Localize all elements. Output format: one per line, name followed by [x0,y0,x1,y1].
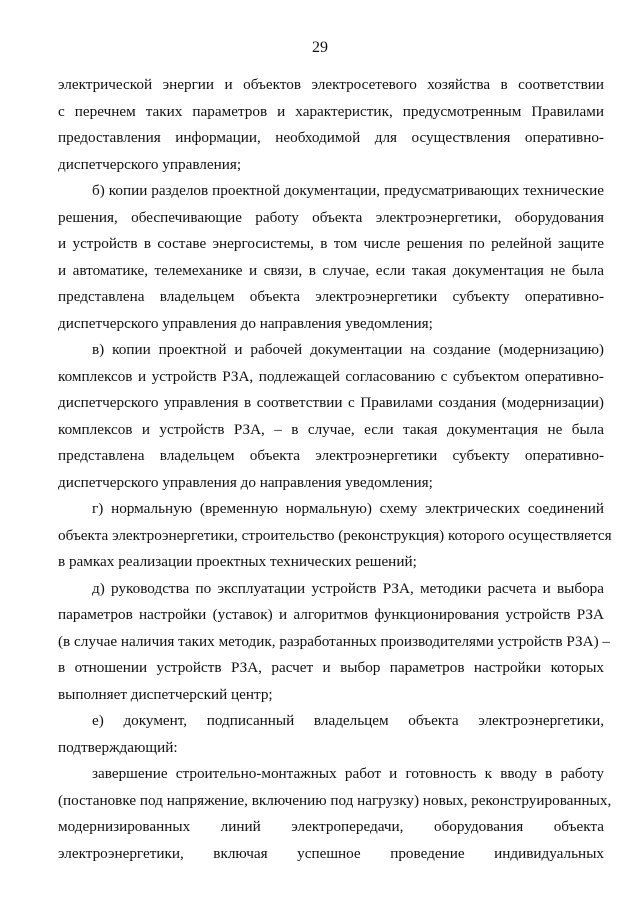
text-line: (постановке под напряжение, включению под нагрузку) новых, реконструированных, [58,791,612,809]
text-line: представлена владельцем объекта электроэнергетики субъекту оперативно- [58,447,604,464]
paragraph [58,576,611,709]
text-line: модернизированных линий электропередачи, оборудования объекта [58,818,604,835]
text-line: выполняет диспетчерский центр; [58,685,273,703]
paragraph [58,708,604,761]
paragraph [58,761,612,867]
text-line: диспетчерского управления в соответствии с Правилами создания (модернизации) [58,394,604,411]
text-line: электроэнергетики, включая успешное проведение индивидуальных [58,844,604,862]
text-line: диспетчерского управления до направления уведомления; [58,314,433,332]
paragraph [58,496,612,576]
text-line: параметров настройки (уставок) и алгоритмов функционирования устройств РЗА [58,606,604,623]
text-line: и устройств в составе энергосистемы, в том числе решения по релейной защите [58,235,604,252]
text-line: объекта электроэнергетики, строительство (реконструкция) которого осуществляется [58,526,612,544]
text-line: решения, обеспечивающие работу объекта электроэнергетики, оборудования [58,208,604,226]
page-number: 29 [312,39,328,56]
text-line: е) документ, подписанный владельцем объекта электроэнергетики, [92,712,604,729]
paragraph [58,178,604,337]
text-line: в) копии проектной и рабочей документации на создание (модернизацию) [92,341,604,358]
paragraph [58,72,604,178]
text-line: в рамках реализации проектных технических решений; [58,553,417,570]
text-line: завершение строительно-монтажных работ и готовность к вводу в работу [92,765,604,782]
text-line: д) руководства по эксплуатации устройств РЗА, методики расчета и выбора [92,579,604,597]
text-line: представлена владельцем объекта электроэнергетики субъекту оперативно- [58,288,604,305]
text-line: г) нормальную (временную нормальную) схему электрических соединений [92,500,604,517]
text-line: в отношении устройств РЗА, расчет и выбор параметров настройки которых [58,659,604,676]
text-line: подтверждающий: [58,738,178,756]
text-line: комплексов и устройств РЗА, – в случае, если такая документация не была [58,420,604,438]
text-line: диспетчерского управления; [58,155,242,173]
text-line: и автоматике, телемеханике и связи, в случае, если такая документация не была [58,261,604,279]
text-line: предоставления информации, необходимой для осуществления оперативно- [58,129,604,146]
paragraph [58,337,604,496]
text-line: электрической энергии и объектов электросетевого хозяйства в соответствии [58,76,604,93]
body-text [58,72,612,867]
text-line: (в случае наличия таких методик, разработанных производителями устройств РЗА) – [58,632,611,650]
text-line: комплексов и устройств РЗА, подлежащей согласованию с субъектом оперативно- [58,367,604,385]
text-line: диспетчерского управления до направления уведомления; [58,473,433,491]
text-line: б) копии разделов проектной документации, предусматривающих технические [92,182,604,199]
text-line: с перечнем таких параметров и характеристик, предусмотренным Правилами [58,102,604,120]
